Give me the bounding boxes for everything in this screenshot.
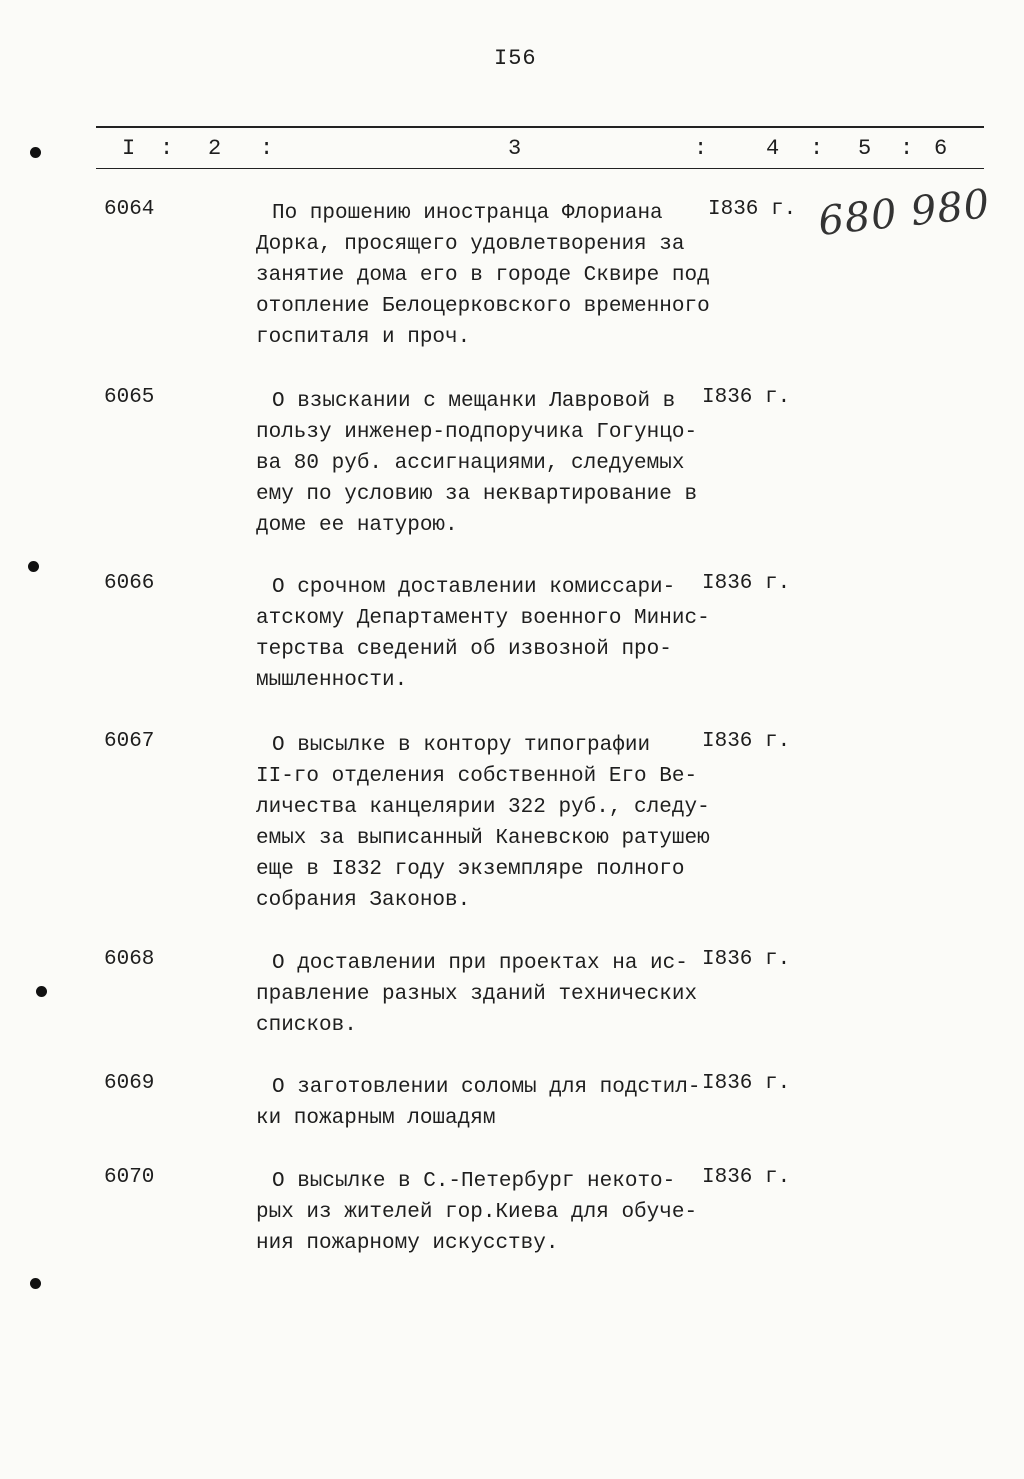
record-text-line: II-го отделения собственной Его Ве- bbox=[256, 765, 698, 788]
column-2-label: 2 bbox=[208, 136, 222, 161]
record-date: I836 г. bbox=[702, 730, 791, 753]
column-6-label: 6 bbox=[934, 136, 948, 161]
record-number: 6069 bbox=[104, 1072, 155, 1095]
punch-hole bbox=[30, 147, 41, 158]
record-text-line: О заготовлении соломы для подстил- bbox=[272, 1076, 701, 1099]
record-description bbox=[256, 386, 736, 541]
record-text-line: О срочном доставлении комиссари- bbox=[272, 576, 676, 599]
record-text-line: личества канцелярии 322 руб., следу- bbox=[256, 796, 710, 819]
record-text-line: О высылке в контору типографии bbox=[272, 734, 651, 757]
punch-hole bbox=[30, 1278, 41, 1289]
record-text-line: Дорка, просящего удовлетворения за bbox=[256, 233, 685, 256]
record-text-line: правление разных зданий технических bbox=[256, 983, 698, 1006]
record-text-line: собрания Законов. bbox=[256, 889, 471, 912]
record-text-line: атскому Департаменту военного Минис- bbox=[256, 607, 710, 630]
column-separator: : bbox=[260, 136, 274, 161]
record-description bbox=[256, 572, 736, 696]
punch-hole bbox=[28, 561, 39, 572]
record-date: I836 г. bbox=[708, 198, 797, 221]
record-text-line: ему по условию за неквартирование в bbox=[256, 483, 698, 506]
record-number: 6066 bbox=[104, 572, 155, 595]
record-description bbox=[256, 198, 736, 353]
column-5-label: 5 bbox=[858, 136, 872, 161]
record-text-line: ва 80 руб. ассигнациями, следуемых bbox=[256, 452, 685, 475]
record-number: 6068 bbox=[104, 948, 155, 971]
record-text-line: занятие дома его в городе Сквире под bbox=[256, 264, 710, 287]
header-rule-top bbox=[96, 126, 984, 128]
record-text-line: списков. bbox=[256, 1014, 357, 1037]
record-text-line: О доставлении при проектах на ис- bbox=[272, 952, 688, 975]
record-number: 6070 bbox=[104, 1166, 155, 1189]
handwritten-note: 680 980 bbox=[816, 181, 993, 245]
record-description bbox=[256, 1166, 736, 1259]
record-number: 6064 bbox=[104, 198, 155, 221]
record-text-line: рых из жителей гор.Киева для обуче- bbox=[256, 1201, 698, 1224]
column-separator: : bbox=[694, 136, 708, 161]
header-rule-bottom bbox=[96, 168, 984, 169]
record-date: I836 г. bbox=[702, 948, 791, 971]
record-description bbox=[256, 730, 736, 916]
record-description bbox=[256, 948, 736, 1041]
column-1-label: I bbox=[122, 136, 136, 161]
record-text-line: еще в I832 году экземпляре полного bbox=[256, 858, 685, 881]
record-text-line: емых за выписанный Каневскою ратушею bbox=[256, 827, 710, 850]
record-text-line: госпиталя и проч. bbox=[256, 326, 471, 349]
column-4-label: 4 bbox=[766, 136, 780, 161]
record-text-line: терства сведений об извозной про- bbox=[256, 638, 672, 661]
record-number: 6065 bbox=[104, 386, 155, 409]
column-separator: : bbox=[160, 136, 174, 161]
record-date: I836 г. bbox=[702, 1166, 791, 1189]
record-text-line: О взыскании с мещанки Лавровой в bbox=[272, 390, 676, 413]
record-description bbox=[256, 1072, 736, 1134]
record-date: I836 г. bbox=[702, 572, 791, 595]
record-text-line: ния пожарному искусству. bbox=[256, 1232, 559, 1255]
record-text-line: доме ее натурою. bbox=[256, 514, 458, 537]
column-separator: : bbox=[810, 136, 824, 161]
record-number: 6067 bbox=[104, 730, 155, 753]
record-text-line: По прошению иностранца Флориана bbox=[272, 202, 663, 225]
record-text-line: пользу инженер-подпоручика Гогунцо- bbox=[256, 421, 698, 444]
record-text-line: ки пожарным лошадям bbox=[256, 1107, 496, 1130]
column-separator: : bbox=[900, 136, 914, 161]
punch-hole bbox=[36, 986, 47, 997]
record-text-line: отопление Белоцерковского временного bbox=[256, 295, 710, 318]
record-text-line: О высылке в С.-Петербург некото- bbox=[272, 1170, 676, 1193]
page-number: I56 bbox=[494, 46, 537, 71]
record-date: I836 г. bbox=[702, 1072, 791, 1095]
record-date: I836 г. bbox=[702, 386, 791, 409]
record-text-line: мышленности. bbox=[256, 669, 408, 692]
column-3-label: 3 bbox=[508, 136, 522, 161]
